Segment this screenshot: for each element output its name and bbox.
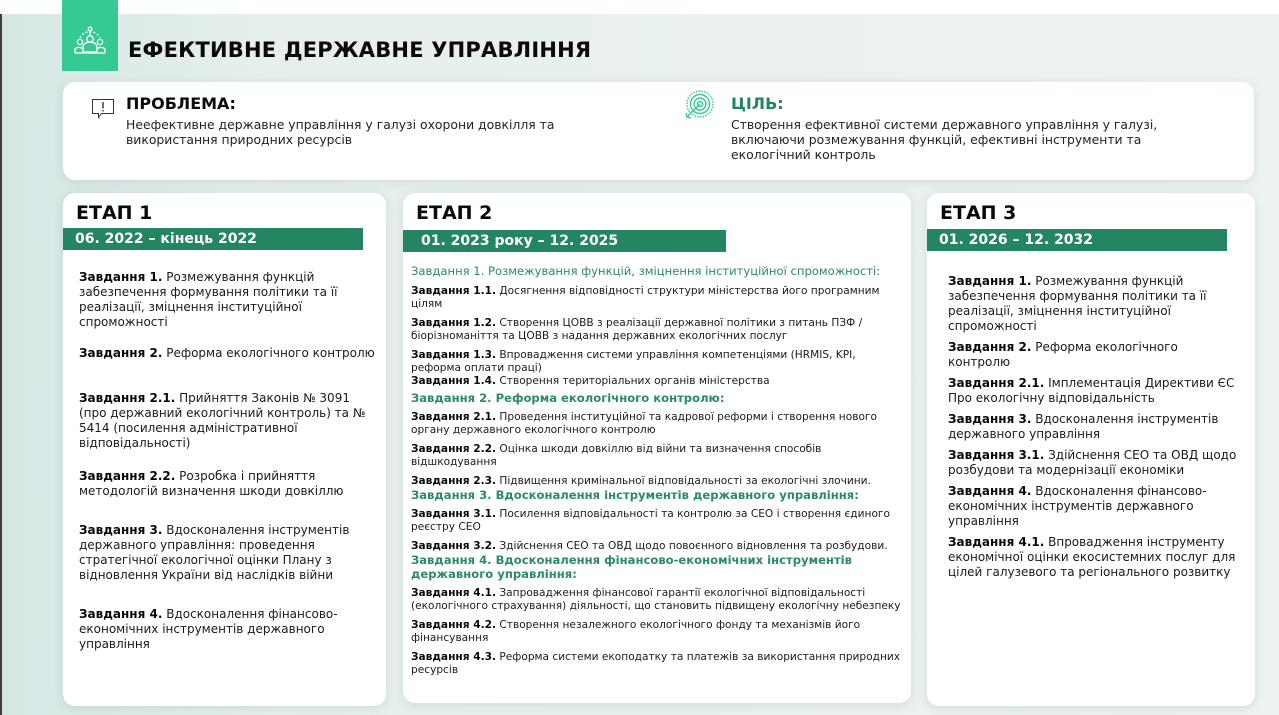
task-item: [948, 340, 1238, 370]
section-heading: Завдання 4. Вдосконалення фінансово-економічних інструментів державного управління:: [411, 553, 852, 581]
stage-title: ЕТАП 3: [940, 202, 1017, 224]
task-label: Завдання 2.1.: [79, 391, 176, 405]
task-item: [79, 607, 379, 652]
task-label: Завдання 4.2.: [411, 619, 497, 631]
task-list: [79, 270, 379, 652]
task-text: Посилення відповідальності та контролю за СЕО і створення єдиного реєстру СЕО: [411, 508, 890, 533]
speech-bubble-exclamation-icon: [91, 98, 115, 124]
task-label: Завдання 3.: [79, 523, 163, 537]
task-text: Розмежування функцій забезпечення формування політики та її реалізації, зміцнення інституційної спроможності: [79, 270, 338, 329]
task-item: [411, 540, 906, 553]
task-text: Реформа екологічного контролю: [948, 340, 1178, 369]
task-item: [411, 475, 906, 488]
task-label: Завдання 1.: [948, 274, 1032, 288]
task-item: [411, 317, 906, 343]
problem-text: Неефективне державне управління у галузі охорони довкілля та використання природних ресурсів: [126, 117, 555, 147]
task-item: [79, 469, 379, 523]
stage-3-card: [927, 193, 1255, 706]
task-text: Запровадження фінансової гарантії екологічної відповідальності (екологічного страхування) діяльності, що становить підвищену екологічну небезпеку: [411, 587, 901, 612]
task-text: Створення незалежного екологічного фонду та механізмів його фінансування: [411, 619, 861, 644]
task-text: Вдосконалення фінансово-економічних інструментів державного управління: [948, 484, 1207, 528]
stage-period-banner: 01. 2023 року – 12. 2025: [403, 230, 726, 252]
goal-title: ЦІЛЬ:: [731, 94, 784, 113]
task-label: Завдання 1.: [79, 270, 163, 284]
task-label: Завдання 3.1.: [948, 448, 1045, 462]
task-text: Реформа екологічного контролю: [162, 346, 375, 360]
task-item: [948, 448, 1238, 478]
task-label: Завдання 3.: [948, 412, 1032, 426]
task-text: Досягнення відповідності структури міністерства його програмним цілям: [411, 285, 880, 310]
task-text: Розмежування функцій забезпечення формування політики та її реалізації, зміцнення інституційної спроможності: [948, 274, 1207, 333]
section-heading: Завдання 1. Розмежування функцій, зміцнення інституційної спроможності:: [411, 264, 881, 278]
section-heading: Завдання 2. Реформа екологічного контролю:: [411, 391, 725, 405]
task-item: [411, 349, 906, 375]
task-list: [948, 274, 1238, 586]
task-text: Підвищення кримінальної відповідальності за екологічні злочини.: [496, 475, 871, 487]
task-text: Реформа системи екоподатку та платежів за використання природних ресурсів: [411, 651, 901, 676]
task-text: Оцінка шкоди довкіллю від війни та визначення способів відшкодування: [411, 443, 822, 468]
task-label: Завдання 3.2.: [411, 540, 497, 552]
task-item: [411, 443, 906, 469]
page-title: ЕФЕКТИВНЕ ДЕРЖАВНЕ УПРАВЛІННЯ: [128, 38, 592, 62]
task-text: Імплементація Директиви ЄС Про екологічну відповідальність: [948, 376, 1235, 405]
task-label: Завдання 2.: [79, 346, 163, 360]
task-list: [411, 264, 906, 683]
task-label: Завдання 1.1.: [411, 285, 497, 297]
task-text: Впровадження інструменту економічної оцінки екосистемних послуг для цілей галузевого та регіонального розвитку: [948, 535, 1236, 579]
task-label: Завдання 4.: [79, 607, 163, 621]
task-label: Завдання 4.1.: [948, 535, 1045, 549]
task-item: [411, 508, 906, 534]
section-heading: Завдання 3. Вдосконалення інструментів державного управління:: [411, 488, 859, 502]
task-item: [411, 375, 906, 388]
task-label: Завдання 2.2.: [411, 443, 497, 455]
task-text: Вдосконалення інструментів державного управління: [948, 412, 1219, 441]
stage-period-banner: 06. 2022 – кінець 2022: [63, 228, 363, 250]
task-label: Завдання 4.: [948, 484, 1032, 498]
task-item: [411, 411, 906, 437]
task-label: Завдання 2.1.: [411, 411, 497, 423]
task-label: Завдання 3.1.: [411, 508, 497, 520]
task-text: Вдосконалення фінансово-економічних інструментів державного управління: [79, 607, 338, 651]
stage-2-card: [403, 193, 911, 703]
task-text: Створення територіальних органів міністерства: [496, 375, 770, 387]
task-label: Завдання 2.3.: [411, 475, 497, 487]
task-text: Прийняття Законів № 3091 (про державний екологічний контроль) та № 5414 (посилення адміністративної відповідальності): [79, 391, 366, 450]
task-label: Завдання 2.: [948, 340, 1032, 354]
task-text: Впровадження системи управління компетенціями (HRMIS, KPI, реформа оплати праці): [411, 349, 856, 374]
task-item: [948, 484, 1238, 529]
problem-title: ПРОБЛЕМА:: [126, 94, 236, 113]
problem-goal-card: [63, 82, 1254, 180]
task-item: [79, 523, 379, 607]
task-text: Розробка і прийняття методологій визначення шкоди довкіллю: [79, 469, 344, 498]
stage-title: ЕТАП 2: [416, 202, 493, 224]
task-text: Здійснення СЕО та ОВД щодо розбудови та модернізації економіки: [948, 448, 1237, 477]
header-icon-box: [62, 0, 118, 71]
task-item: [411, 587, 906, 613]
task-item: [79, 391, 379, 469]
task-item: [79, 270, 379, 346]
task-item: [948, 376, 1238, 406]
task-label: Завдання 2.1.: [948, 376, 1045, 390]
task-text: Створення ЦОВВ з реалізації державної політики з питань ПЗФ / біорізноманіття та ЦОВВ з надання державних екологічних послуг: [411, 317, 863, 342]
people-network-icon: [73, 26, 107, 60]
task-item: [948, 274, 1238, 334]
task-label: Завдання 1.3.: [411, 349, 497, 361]
task-item: [411, 651, 906, 677]
task-text: Вдосконалення інструментів державного управління: проведення стратегічної екологічної оцінки Плану з відновлення України від наслідків війни: [79, 523, 350, 582]
goal-text: Створення ефективної системи державного управління у галузі, включаючи розмежування функцій, ефективні інструменти та екологічний контроль: [731, 117, 1158, 162]
task-label: Завдання 4.3.: [411, 651, 497, 663]
task-label: Завдання 1.4.: [411, 375, 497, 387]
task-text: Здійснення СЕО та ОВД щодо повоєнного відновлення та розбудови.: [496, 540, 888, 552]
stage-title: ЕТАП 1: [76, 202, 153, 224]
task-item: [411, 619, 906, 645]
task-label: Завдання 4.1.: [411, 587, 497, 599]
target-arrow-icon: [683, 90, 715, 126]
task-label: Завдання 2.2.: [79, 469, 176, 483]
task-item: [79, 346, 379, 391]
task-item: [411, 285, 906, 311]
stage-1-card: [63, 193, 386, 706]
task-text: Проведення інституційної та кадрової реформи і створення нового органу державного екологічного контролю: [411, 411, 877, 436]
stage-period-banner: 01. 2026 – 12. 2032: [927, 229, 1227, 251]
task-item: [948, 535, 1238, 580]
task-label: Завдання 1.2.: [411, 317, 497, 329]
task-item: [948, 412, 1238, 442]
